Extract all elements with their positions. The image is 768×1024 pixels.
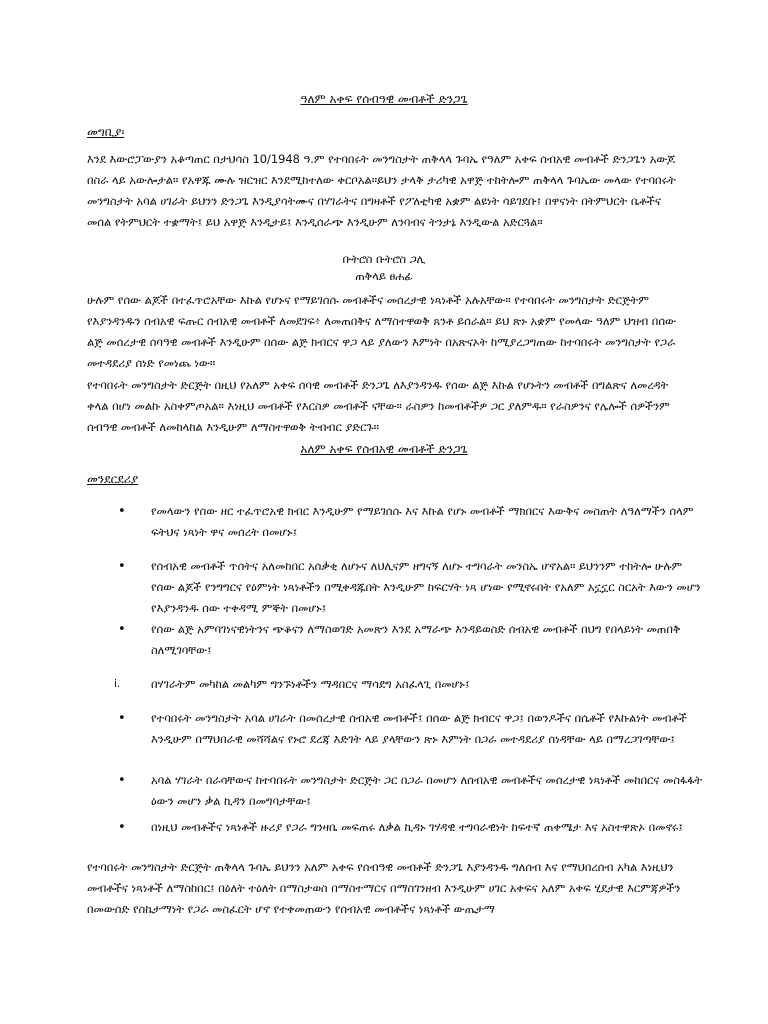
bullet-marker: • bbox=[118, 622, 126, 637]
paragraph-rights: ሁሉም የሰው ልጆች በተፈጥሮአቸው እኩል የሆኑና የማይገሰሱ መብቶችና መሰረታዊ ነጻነቶች አሉአቸው። የተባበሩት መንግስታት ድርጅትም የእያንዳንዱን ሰብአዊ ፍጡር ሰብአዊ መብቶች ለመደገፍ፥ ለመጠበቅና ለማስተዋወቅ ጸንቶ ይሰራል። ይህ ጽኑ አቋም የመላው ዓለም ህዝብ በሰው ልጅ መሰረታዊ ሰባዓዊ መብቶች እንዲሁም በሰው ልጅ ክብርና ዋጋ ላይ ያለውን እምነት በአጽናኦት ከሚያረጋግጠው ከተባበሩት መንግስታት የጋራ መተዳደሪያ ሰነድ የመነጨ ነው። bbox=[87, 293, 676, 370]
preamble-heading: መንደርደሪያ bbox=[87, 472, 139, 486]
bullet-marker: • bbox=[118, 504, 126, 519]
closing-paragraph: የተባበሩት መንግስታት ድርጅት ጠቅላላ ጉባኤ ይህንን አለም አቀፍ የሰብዓዊ መብቶች ድንጋጌ እያንዳንዱ ግለሰብ እና የማህበረሰብ አካል እነዚህን መብቶችና ነጻነቶች ለማስከበር፤ በዕለት ተዕለት በማስታወስ በማስተማርና በማስገንዘብ እንዲሁም ሀገር አቀፍና አለም አቀፍ ሂደታዊ እርምጃዎችን በመውሰድ የስኬታማነት የጋራ መስፈርት ሆኖ የተቀመጠውን የሰብአዊ መብቶችና ነጻነቶች ውጤታማ bbox=[87, 860, 681, 916]
paragraph-declaration: የተባበሩት መንግስታት ድርጅት በዚህ የአለም አቀፍ ሰባዊ መብቶች ድንጋጌ ለእያንዳንዱ የሰው ልጅ እኩል የሆኑትን መብቶች በግልጽና ለመረዳት ቀላል በሆነ መልኩ አስቀምጦአል። እነዚህ መብቶች የእርስዎ መብቶች ናቸው። ራስዎን ከመብቶችዎ ጋር ያለምዱ። የራስዎንና የሌሎች ሰዎችንም ሰብዓዊ መብቶች ለመከላከል እንዲሁም ለማስተዋወቅ ትብብር ያድርጉ። bbox=[87, 378, 670, 434]
bullet-marker: • bbox=[118, 773, 126, 788]
list-item-text: የሰብአዊ መብቶች ጥሰትና አለመከበር አሰቃቂ ለሆኑና ለህሊናም ዘግናኝ ለሆኑ ተግባራት መንስኤ ሆኖአል። ይህንንም ተከትሎ ሁሉም የሰው ልጆች የንግግርና የዕምነት ነጻነቶችን በሚቀዳጁበት እንዲሁም ከፍርሃት ነጻ ሆነው የሚኖሩበት የአለም አኗኗር ስርአት እውን መሆን የእያንዳንዱ ሰው ተቀዳሚ ምኞት በመሆኑ፤ bbox=[151, 559, 701, 615]
author-name: ቡትሮስ ቡትሮስ ጋሊ bbox=[342, 252, 426, 266]
intro-paragraph: እንደ እውሮፓውያን አቆጣጠር በታህሳስ 10/1948 ዓ.ም የተባበሩት መንግስታት ጠቅላላ ጉባኤ የዓለም አቀፍ ሰብአዊ መብቶች ድንጋጌን አውጆ በስራ ላይ አውሎታል። የአዋጁ ሙሉ ዝርዝር እንደሚከተለው ቀርቦአል።ይህን ታላቅ ታሪካዊ አዋጅ ተከትሎም ጠቅላላ ጉባኤው መላው የተባበሩት መንግስታት አባል ሀገራት ይህንን ድንጋጌ እንዲያሳትሙና በሃገራትና በግዛቶች የፖለቲካዊ አቋም ልዩነት ሳይገደቡ፤ በዋናነት በትምህርት ቤቶችና መሰል የትምህርት ተቋማት፤ ይህ አዋጅ እንዲታይ፤ እንዲሰራጭ እንዲሁም ለንባብና ትንታኔ እንዲውል አድርጓል። bbox=[87, 152, 676, 229]
bullet-marker: • bbox=[118, 559, 126, 574]
list-item-text: አባል ሃገራት በራሳቸውና ከተባበሩት መንግስታት ድርጅት ጋር በጋራ በመሆን ለሰብአዊ መብቶችና መሰረታዊ ነጻነቶች መከበርና መስፋፋት ዕውን መሆን ቃል ኪዳን በመግባታቸው፤ bbox=[151, 773, 703, 808]
numbered-marker: i. bbox=[114, 678, 121, 690]
list-item-text: የመላውን የሰው ዘር ተፈጥሮአዊ ክብር እንዲሁም የማይገሰሱ እና እኩል የሆኑ መብቶች ማክበርና እውቅና መስጠት ለዓለማችን ሰላም ፍትህና ነጻነት ዋና መሰረት በመሆኑ፤ bbox=[151, 504, 694, 539]
list-item-text: የሰው ልጅ አምባገነናዊነትንና ጭቆናን ለማስወገድ አመጽን እንደ አማራጭ እንዳይወስድ ሰብአዊ መብቶች በህግ የበላይነት መጠበቅ ስለሚገባቸው፤ bbox=[151, 622, 681, 657]
list-item-text: በነዚህ መብቶችና ነጻነቶች ዙሪያ የጋራ ግንዛቤ መፍጠሩ ለቃል ኪዳኑ ገሃዳዊ ተግባራዊነት ከፍተኛ ጠቀሜታ እና አስተዋጽኦ በመኖሩ፤ bbox=[151, 820, 683, 834]
list-item-text: በሃገራትም መካከል መልካም ግንኙነቶችን ማዳበርና ማሳደግ አስፈላጊ በመሆኑ፤ bbox=[151, 677, 470, 691]
document-title: ዓለም አቀፍ የሰብዓዊ መብቶች ድንጋጌ bbox=[300, 92, 468, 106]
bullet-marker: • bbox=[118, 711, 126, 726]
list-item-text: የተባበሩት መንግስታት አባል ሀገራት በመሰረታዊ ሰብአዊ መብቶች፤ በሰው ልጅ ክብርና ዋጋ፤ በወንዶችና በሴቶች የእኩልነት መብቶች እንዲሁም በማህበራዊ መሻሻልና የኑሮ ደረጃ እድገት ላይ ያላቸውን ጽኑ እምነት በጋራ መተዳደሪያ ሰነዳቸው ላይ በማረጋገጣቸው፤ bbox=[151, 711, 687, 746]
section-title: አለም አቀፍ የሰብአዊ መብቶች ድንጋጌ bbox=[300, 442, 468, 456]
bullet-marker: • bbox=[118, 820, 126, 835]
author-role: ጠቅላይ ፀሐፊ bbox=[355, 269, 413, 283]
intro-heading: መግቢያ፡ bbox=[87, 125, 125, 139]
